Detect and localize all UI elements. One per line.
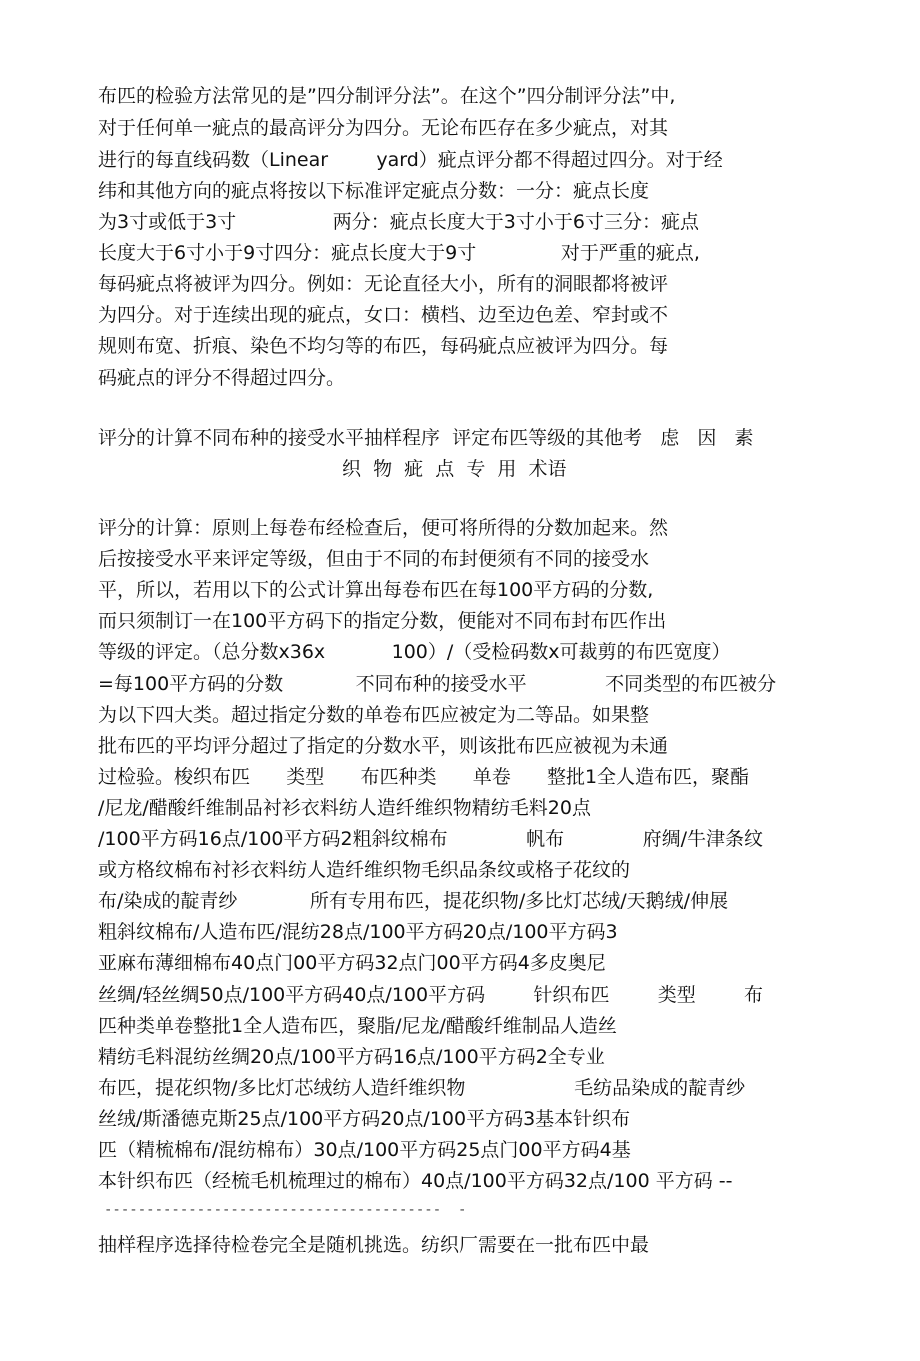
- body-text-line: 每码疵点将被评为四分。例如：无论直径大小，所有的洞眼都将被评: [98, 273, 669, 295]
- body-text-line: 粗斜纹棉布/人造布匹/混纺28点/100平方码20点/100平方码3: [98, 921, 618, 943]
- body-text-line: 布/染成的靛青纱 所有专用布匹，提花织物/多比灯芯绒/天鹅绒/伸展: [98, 890, 729, 912]
- body-text-line: 精纺毛料混纺丝绸20点/100平方码16点/100平方码2全专业: [98, 1046, 605, 1068]
- body-text-line: 对于任何单一疵点的最高评分为四分。无论布匹存在多少疵点，对其: [98, 117, 669, 139]
- body-text-line: 抽样程序选择待检卷完全是随机挑选。纺织厂需要在一批布匹中最: [98, 1234, 650, 1256]
- formula-line: 等级的评定。（总分数x36x 100）/（受检码数x可裁剪的布匹宽度）: [98, 641, 731, 663]
- body-text-line: /100平方码16点/100平方码2粗斜纹棉布 帆布 府绸/牛津条纹: [98, 828, 764, 850]
- body-text-line: 为四分。对于连续出现的疵点，女口：横档、边至边色差、窄封或不: [98, 304, 669, 326]
- body-text-line: 或方格纹棉布衬衫衣料纺人造纤维织物毛织品条纹或格子花纹的: [98, 859, 631, 881]
- body-text-line: 评分的计算：原则上每卷布经检查后，便可将所得的分数加起来。然: [98, 517, 669, 539]
- body-text-line: 为以下四大类。超过指定分数的单卷布匹应被定为二等品。如果整: [98, 704, 650, 726]
- body-text-line: 批布匹的平均评分超过了指定的分数水平，则该批布匹应被视为未通: [98, 735, 669, 757]
- body-text-line: /尼龙/醋酸纤维制品衬衫衣料纺人造纤维织物精纺毛料20点: [98, 797, 591, 819]
- section-heading-list: 评分的计算不同布种的接受水平抽样程序 评定布匹等级的其他考 虑 因 素: [98, 427, 754, 449]
- body-text-line: 规则布宽、折痕、染色不均匀等的布匹，每码疵点应被评为四分。每: [98, 335, 669, 357]
- section-heading-terms: 织 物 疵 点 专 用 术语: [342, 458, 567, 480]
- body-text-line: 匹（精梳棉布/混纺棉布）30点/100平方码25点门00平方码4基: [98, 1139, 631, 1161]
- body-text-line: 布匹的检验方法常见的是”四分制评分法”。在这个”四分制评分法”中,: [98, 85, 676, 107]
- body-text-line: 布匹，提花织物/多比灯芯绒纺人造纤维织物 毛纺品染成的靛青纱: [98, 1077, 746, 1099]
- body-text-line: 丝绒/斯潘德克斯25点/100平方码20点/100平方码3基本针织布: [98, 1108, 631, 1130]
- body-text-line: =每100平方码的分数 不同布种的接受水平 不同类型的布匹被分: [98, 673, 777, 695]
- body-text-line: 本针织布匹（经梳毛机梳理过的棉布）40点/100平方码32点/100 平方码 --: [98, 1170, 733, 1192]
- body-text-line: 亚麻布薄细棉布40点门00平方码32点门00平方码4多皮奥尼: [98, 952, 606, 974]
- body-text-line: 后按接受水平来评定等级，但由于不同的布封便须有不同的接受水: [98, 548, 650, 570]
- body-text-line: 为3寸或低于3寸 两分：疵点长度大于3寸小于6寸三分：疵点: [98, 211, 699, 233]
- body-text-line: 丝绸/轻丝绸50点/100平方码40点/100平方码 针织布匹 类型 布: [98, 984, 764, 1006]
- body-text-line: 匹种类单卷整批1全人造布匹，聚脂/尼龙/醋酸纤维制品人造丝: [98, 1015, 617, 1037]
- body-text-line: 纬和其他方向的疵点将按以下标准评定疵点分数：一分：疵点长度: [98, 180, 650, 202]
- body-text-line: 平，所以，若用以下的公式计算出每卷布匹在每100平方码的分数,: [98, 579, 654, 601]
- body-text-line: 过检验。梭织布匹 类型 布匹种类 单卷 整批1全人造布匹，聚酯: [98, 766, 750, 788]
- body-text-line: 码疵点的评分不得超过四分。: [98, 367, 346, 389]
- body-text-line: 长度大于6寸小于9寸四分：疵点长度大于9寸 对于严重的疵点,: [98, 242, 700, 264]
- body-text-line: 进行的每直线码数（Linear yard）疵点评分都不得超过四分。对于经: [98, 149, 723, 171]
- dashed-separator: ---------------------------------------- -: [104, 1202, 467, 1218]
- body-text-line: 而只须制订一在100平方码下的指定分数，便能对不同布封布匹作出: [98, 610, 667, 632]
